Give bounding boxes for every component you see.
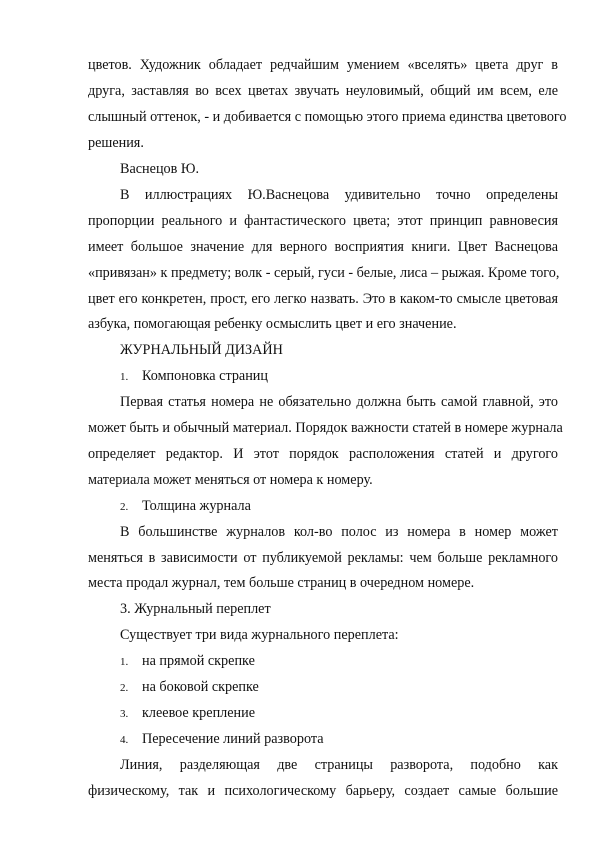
list-item-text: клеевое крепление	[142, 705, 256, 721]
list-number: 2.	[120, 682, 129, 694]
paragraph-line: Первая статья номера не обязательно должна быть самой главной, это	[120, 394, 558, 410]
list-item-text: Пересечение линий разворота	[142, 731, 324, 747]
list-item-text: на боковой скрепке	[142, 679, 259, 695]
list-item-text: на прямой скрепке	[142, 653, 255, 669]
paragraph-line: имеет большое значение для верного восприятия книги. Цвет Васнецова	[88, 239, 558, 255]
paragraph-line: материала может меняться от номера к номеру.	[88, 472, 373, 488]
list-item	[120, 496, 251, 516]
paragraph-line: может быть и обычный материал. Порядок важности статей в номере журнала	[88, 420, 563, 436]
list-number: 3.	[120, 708, 129, 720]
paragraph-line: «привязан» к предмету; волк - серый, гуси - белые, лиса – рыжая. Кроме того,	[88, 265, 560, 281]
list-item	[120, 677, 259, 697]
paragraph-line: цвет его конкретен, прост, его легко назвать. Это в каком-то смысле цветовая	[88, 291, 558, 307]
paragraph-line: решения.	[88, 135, 144, 151]
paragraph-line: цветов. Художник обладает редчайшим умением «вселять» цвета друг в	[88, 57, 558, 73]
paragraph-line: слышный оттенок, - и добивается с помощью этого приема единства цветового	[88, 109, 567, 125]
subsection-heading: 3. Журнальный переплет	[120, 601, 271, 617]
list-item	[120, 366, 268, 386]
author-heading: Васнецов Ю.	[120, 161, 200, 177]
paragraph-line: В иллюстрациях Ю.Васнецова удивительно точно определены	[120, 187, 558, 203]
list-item	[120, 651, 255, 671]
list-item	[120, 703, 255, 723]
paragraph-line: Линия, разделяющая две страницы разворота, подобно как	[120, 757, 558, 773]
list-number: 4.	[120, 734, 129, 746]
list-item-text: Толщина журнала	[142, 498, 251, 514]
paragraph-line: меняться в зависимости от публикуемой рекламы: чем больше рекламного	[88, 550, 558, 566]
paragraph-line: Существует три вида журнального переплета:	[120, 627, 399, 643]
list-number: 1.	[120, 371, 129, 383]
paragraph-line: азбука, помогающая ребенку осмыслить цвет и его значение.	[88, 316, 457, 332]
list-number: 1.	[120, 656, 129, 668]
list-item	[120, 729, 324, 749]
paragraph-line: В большинстве журналов кол-во полос из номера в номер может	[120, 524, 558, 540]
section-heading: ЖУРНАЛЬНЫЙ ДИЗАЙН	[120, 342, 283, 358]
paragraph-line: места продал журнал, тем больше страниц в очередном номере.	[88, 575, 475, 591]
paragraph-line: друга, заставляя во всех цветах звучать неуловимый, общий им всем, еле	[88, 83, 558, 99]
paragraph-line: пропорции реального и фантастического цвета; этот принцип равновесия	[88, 213, 558, 229]
list-number: 2.	[120, 501, 129, 513]
paragraph-line: определяет редактор. И этот порядок расположения статей и другого	[88, 446, 558, 462]
list-item-text: Компоновка страниц	[142, 368, 268, 384]
paragraph-line: физическому, так и психологическому барьеру, создает самые большие	[88, 783, 558, 799]
